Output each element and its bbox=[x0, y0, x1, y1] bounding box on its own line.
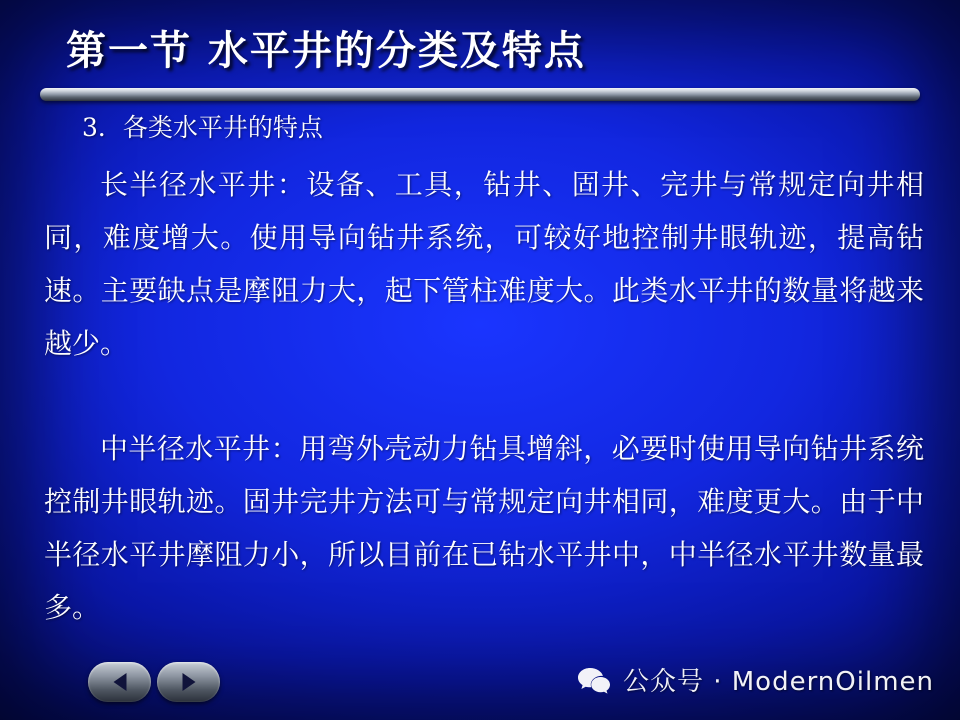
slide-body bbox=[44, 108, 924, 634]
page-title: 第一节 水平井的分类及特点 bbox=[66, 27, 586, 74]
title-divider bbox=[40, 88, 920, 101]
paragraph-long-radius: 长半径水平井：设备、工具，钻井、固井、完井与常规定向井相同，难度增大。使用导向钻井系统，可较好地控制井眼轨迹，提高钻速。主要缺点是摩阻力大，起下管柱难度大。此类水平井的数量将越来越少。 bbox=[44, 168, 924, 360]
watermark-text: 公众号 · ModernOilmen bbox=[622, 667, 934, 697]
previous-slide-button[interactable] bbox=[88, 662, 151, 702]
triangle-left-icon bbox=[113, 673, 126, 691]
section-subheading: 3．各类水平井的特点 bbox=[82, 113, 323, 142]
watermark bbox=[577, 661, 934, 698]
wechat-icon bbox=[577, 666, 611, 694]
paragraph-medium-radius: 中半径水平井：用弯外壳动力钻具增斜，必要时使用导向钻井系统控制井眼轨迹。固井完井方法可与常规定向井相同，难度更大。由于中半径水平井摩阻力小，所以目前在已钻水平井中，中半径水平井数量最多。 bbox=[44, 432, 924, 624]
next-slide-button[interactable] bbox=[157, 662, 220, 702]
navigation-buttons bbox=[88, 662, 220, 702]
triangle-right-icon bbox=[182, 673, 195, 691]
title-area bbox=[40, 26, 920, 76]
